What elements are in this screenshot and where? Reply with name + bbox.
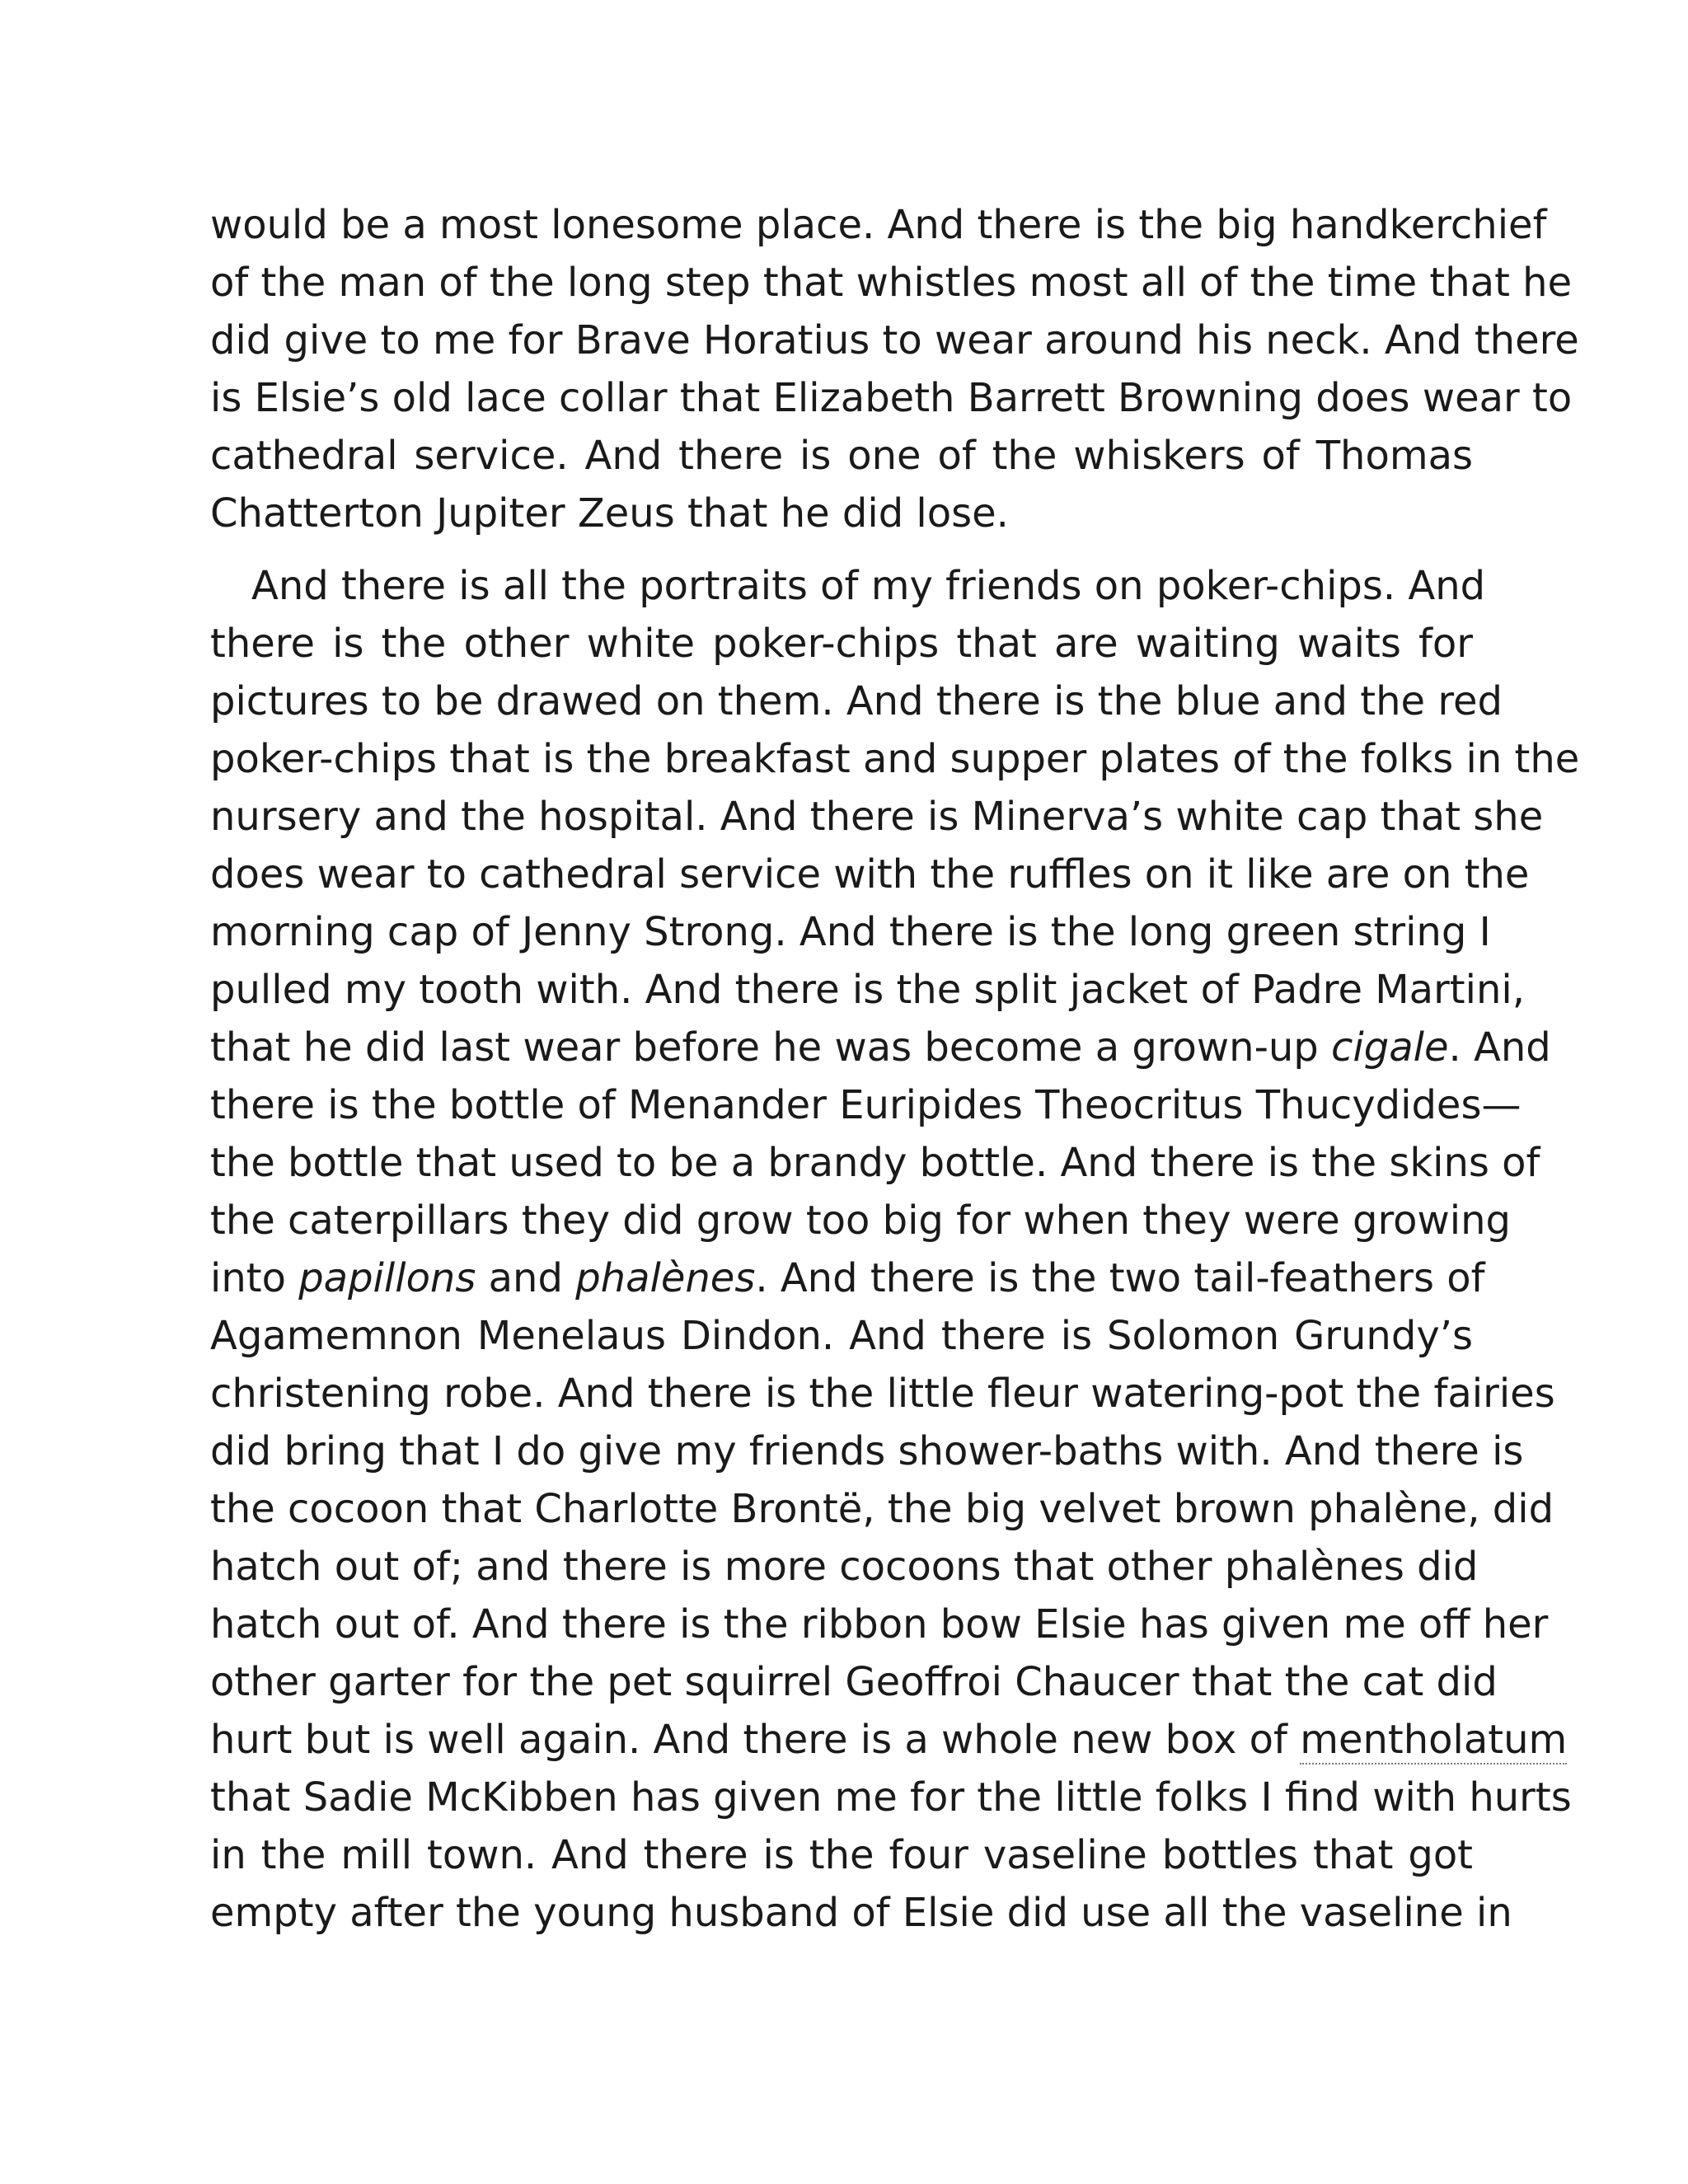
text-run: into (210, 1255, 299, 1301)
text-run: . And (1448, 1024, 1551, 1071)
text-line (210, 1134, 1540, 1192)
text-run: christening robe. And there is the little fleur watering-pot the fairies (210, 1371, 1555, 1417)
text-line (210, 903, 1491, 961)
text-line (210, 1596, 1549, 1653)
text-run: would be a most lonesome place. And there is the big handkerchief (210, 202, 1547, 248)
text-run: the bottle that used to be a brandy bottle. And there is the skins of (210, 1140, 1540, 1186)
text-line (210, 196, 1547, 254)
text-run: . And there is the two tail-feathers of (755, 1255, 1485, 1301)
text-run: cathedral service. And there is one of the whiskers of Thomas (210, 433, 1473, 479)
text-line (210, 1422, 1524, 1480)
text-line (210, 961, 1525, 1019)
text-run: And there is all the portraits of my friends on poker-chips. And (251, 563, 1486, 609)
text-run: of the man of the long step that whistles most all of the time that he (210, 260, 1573, 306)
text-line (210, 369, 1573, 427)
text-run: did give to me for Brave Horatius to wear around his neck. And there (210, 317, 1579, 363)
text-run: is Elsie’s old lace collar that Elizabeth Barrett Browning does wear to (210, 375, 1573, 421)
text-run: nursery and the hospital. And there is Minerva’s white cap that she (210, 794, 1544, 840)
text-run: poker-chips that is the breakfast and supper plates of the folks in the (210, 736, 1580, 782)
text-run: hatch out of; and there is more cocoons that other phalènes did (210, 1544, 1479, 1590)
text-run: that Sadie McKibben has given me for the little folks I find with hurts (210, 1774, 1572, 1821)
text-line (210, 615, 1473, 673)
text-line (210, 485, 1473, 542)
text-run: morning cap of Jenny Strong. And there is the long green string I (210, 909, 1491, 955)
paragraph (210, 196, 1579, 542)
text-run: pictures to be drawed on them. And there is the blue and the red (210, 678, 1503, 724)
text-line (210, 673, 1503, 730)
text-run: other garter for the pet squirrel Geoffroi Chaucer that the cat did (210, 1659, 1498, 1705)
text-line (210, 1884, 1512, 1942)
text-run: and (476, 1255, 576, 1301)
text-run: Chatterton Jupiter Zeus that he did lose. (210, 490, 1009, 537)
text-run: pulled my tooth with. And there is the split jacket of Padre Martini, (210, 967, 1525, 1013)
text-line (210, 1769, 1572, 1826)
text-line (210, 1192, 1511, 1249)
text-run: empty after the young husband of Elsie did use all the vaseline in (210, 1890, 1512, 1936)
text-run: there is the bottle of Menander Euripides Theocritus Thucydides— (210, 1082, 1522, 1128)
text-line (210, 1019, 1551, 1076)
text-line (210, 427, 1473, 485)
text-line (210, 730, 1580, 788)
text-run: the cocoon that Charlotte Brontë, the big velvet brown phalène, did (210, 1486, 1554, 1532)
text-run: the caterpillars they did grow too big for when they were growing (210, 1197, 1511, 1244)
text-line (210, 846, 1530, 903)
text-line (210, 254, 1573, 312)
text-line (210, 312, 1579, 369)
text-run: there is the other white poker-chips that are waiting waits for (210, 621, 1473, 667)
text-run: in the mill town. And there is the four vaseline bottles that got (210, 1832, 1473, 1878)
paragraph (210, 557, 1580, 1942)
text-line (210, 788, 1544, 846)
text-run: did bring that I do give my friends shower-baths with. And there is (210, 1428, 1524, 1474)
text-line (210, 1538, 1479, 1596)
italic-term: papillons (298, 1255, 476, 1301)
text-run: that he did last wear before he was become a grown-up (210, 1024, 1332, 1071)
text-run: does wear to cathedral service with the ruffles on it like are on the (210, 851, 1530, 898)
text-line (210, 1076, 1522, 1134)
text-line (210, 1249, 1485, 1307)
text-line (210, 1480, 1554, 1538)
page-text (210, 196, 1580, 1942)
text-run: hatch out of. And there is the ribbon bow Elsie has given me off her (210, 1601, 1549, 1647)
italic-term: phalènes (575, 1255, 756, 1301)
text-line (210, 1826, 1473, 1884)
paragraph-gap (210, 542, 1473, 557)
text-line (210, 557, 1486, 615)
underlined-term[interactable]: mentholatum (1300, 1717, 1568, 1763)
text-line (210, 1653, 1498, 1711)
text-run: hurt but is well again. And there is a whole new box of (210, 1717, 1301, 1763)
text-line (210, 1711, 1568, 1769)
italic-term: cigale (1331, 1024, 1449, 1071)
text-line (210, 1307, 1473, 1365)
text-line (210, 1365, 1555, 1422)
text-run: Agamemnon Menelaus Dindon. And there is Solomon Grundy’s (210, 1313, 1473, 1359)
